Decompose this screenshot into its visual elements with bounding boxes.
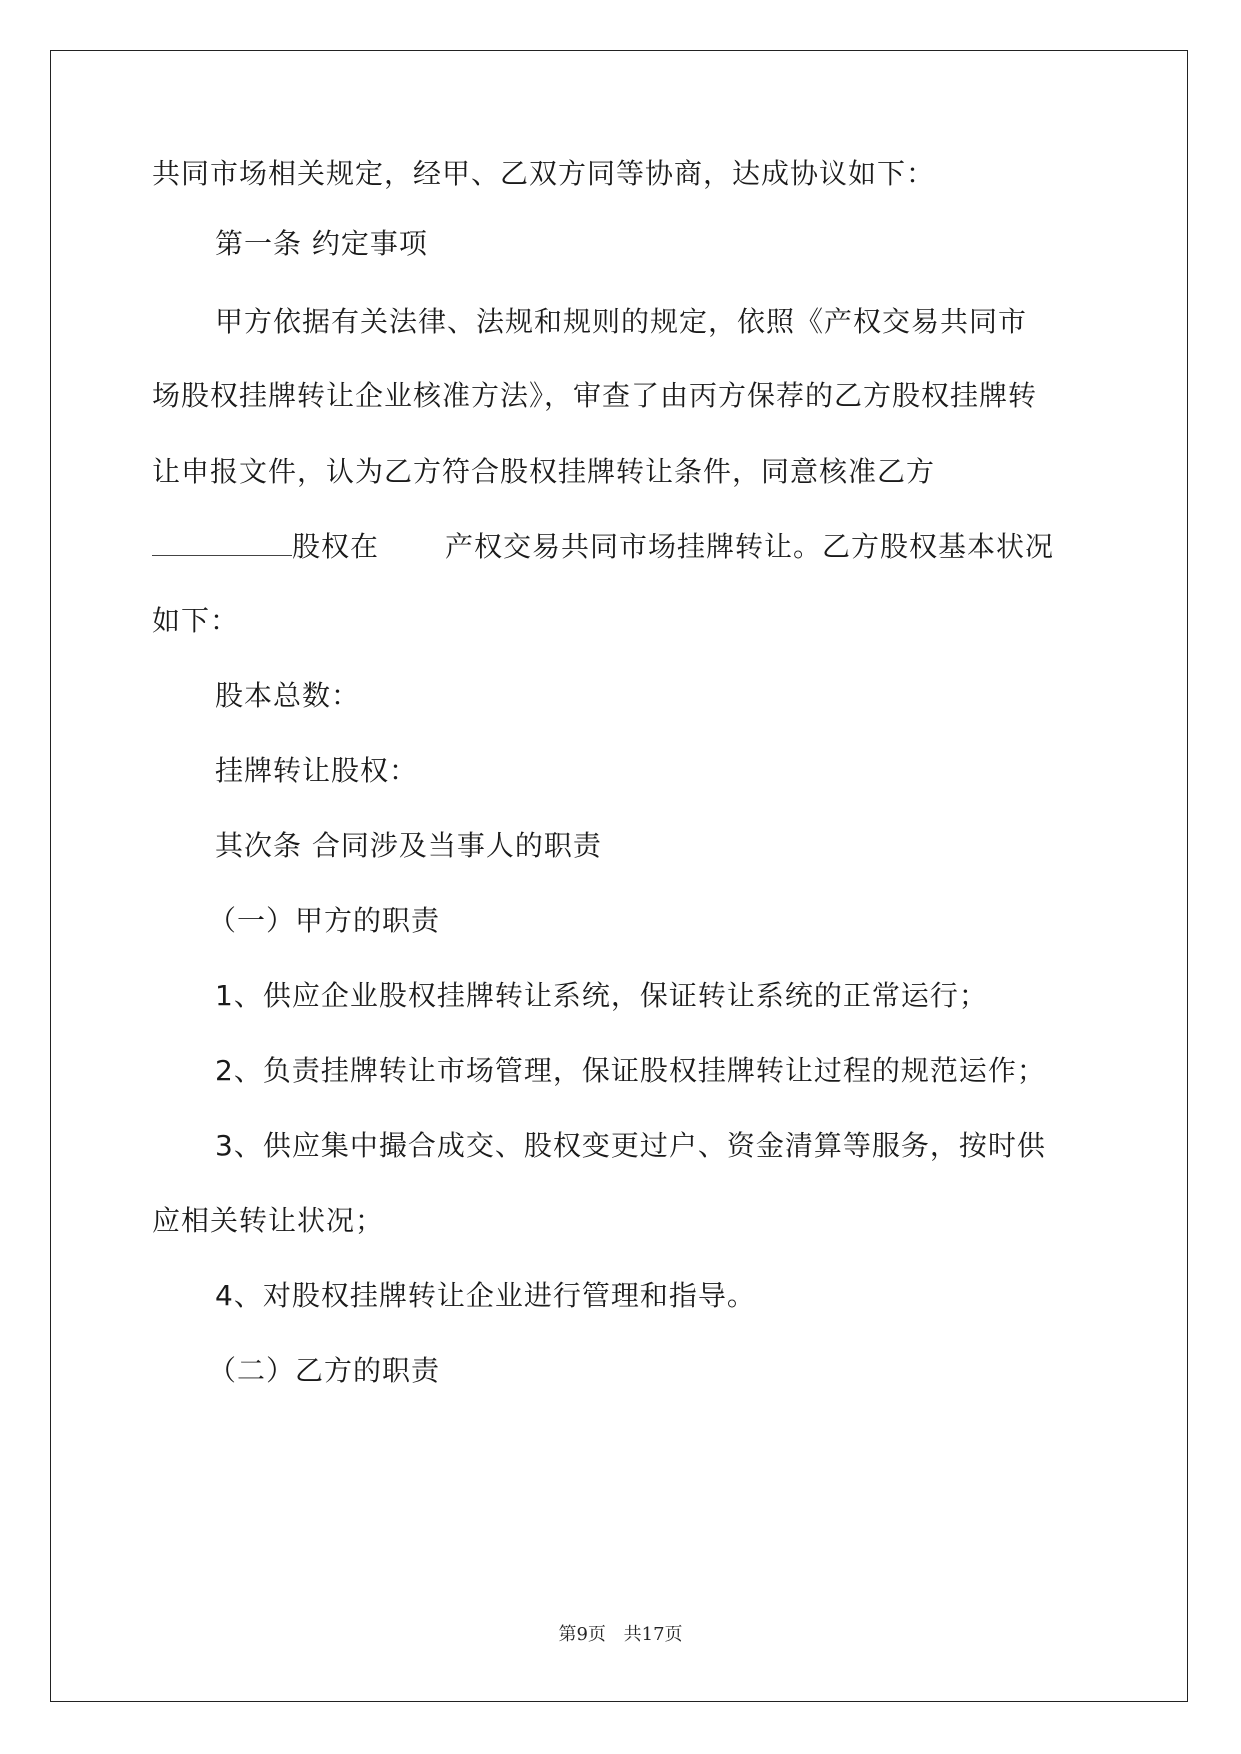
paragraph-line: 挂牌转让股权： — [215, 754, 419, 787]
paragraph-line: 甲方依据有关法律、法规和规则的规定，依照《产权交易共同市 — [215, 305, 1028, 338]
list-item: 4、对股权挂牌转让企业进行管理和指导。 — [215, 1279, 756, 1312]
paragraph-line-with-blank — [152, 529, 1054, 564]
article-heading: 第一条 约定事项 — [215, 227, 428, 260]
article-heading: 其次条 合同涉及当事人的职责 — [215, 829, 602, 862]
paragraph-text: 产权交易共同市场挂牌转让。乙方股权基本状况 — [445, 530, 1055, 563]
list-item: 2、负责挂牌转让市场管理，保证股权挂牌转让过程的规范运作； — [215, 1054, 1046, 1087]
paragraph-line: 股本总数： — [215, 679, 361, 712]
page-border — [50, 50, 1188, 1702]
page-number-total: 共17页 — [623, 1624, 683, 1645]
list-item-continued: 应相关转让状况； — [152, 1204, 385, 1237]
paragraph-line: 共同市场相关规定，经甲、乙双方同等协商，达成协议如下： — [152, 157, 936, 190]
paragraph-line: 如下： — [152, 604, 240, 637]
paragraph-line: 让申报文件，认为乙方符合股权挂牌转让条件，同意核准乙方 — [152, 455, 936, 488]
section-heading: （一）甲方的职责 — [208, 904, 441, 937]
list-item: 3、供应集中撮合成交、股权变更过户、资金清算等服务，按时供 — [215, 1129, 1046, 1162]
page-number-current: 第9页 — [558, 1624, 606, 1645]
section-heading: （二）乙方的职责 — [208, 1354, 441, 1387]
paragraph-text: 股权在 — [292, 530, 380, 563]
paragraph-line: 场股权挂牌转让企业核准方法》，审查了由丙方保荐的乙方股权挂牌转 — [152, 379, 1038, 412]
fill-in-blank — [152, 529, 292, 556]
page-footer — [0, 1620, 1241, 1646]
list-item: 1、供应企业股权挂牌转让系统，保证转让系统的正常运行； — [215, 979, 988, 1012]
